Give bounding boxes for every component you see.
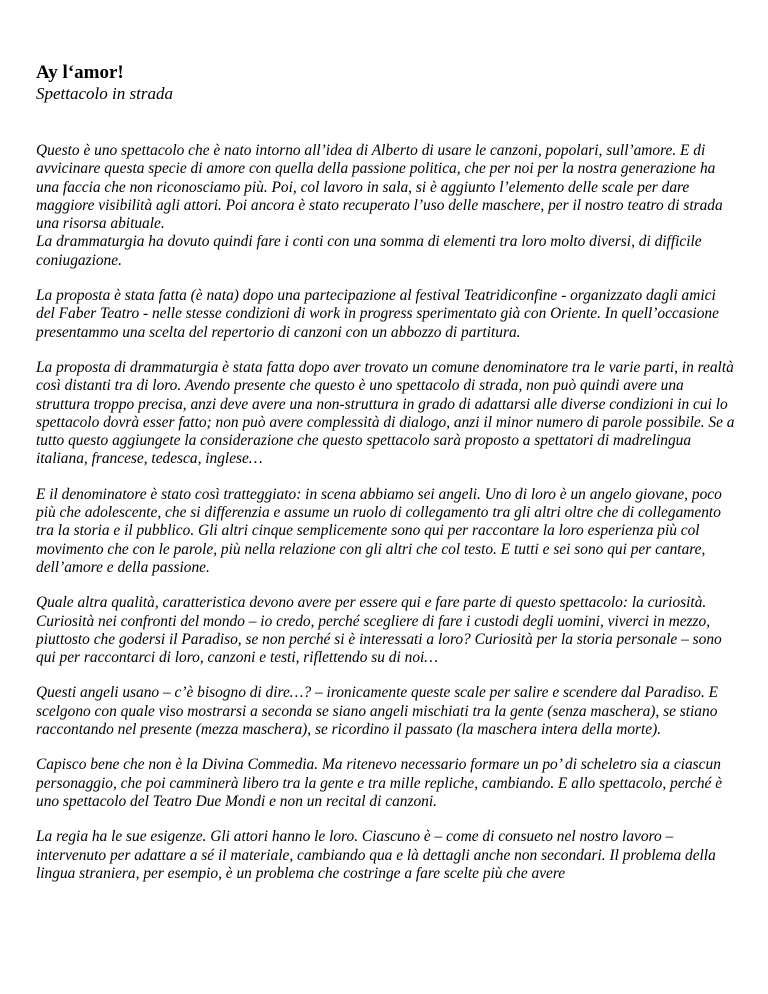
- paragraph-text: Questi angeli usano – c’è bisogno di dire…? – ironicamente queste scale per salire e scendere dal Paradiso. E scelgono con quale viso mostrarsi a seconda se siano angeli mischiati tra la gente (senza maschera), se stiano raccontando nel presente (mezza maschera), se ricordino il passato (la maschera intera della morte).: [36, 684, 719, 739]
- paragraph-text: La proposta è stata fatta (è nata) dopo una partecipazione al festival Teatridiconfine - organizzato dagli amici del Faber Teatro - nelle stesse condizioni di work in progress sperimentato già con Oriente. In quell’occasione presentammo una scelta del repertorio di canzoni con un abbozzo di partitura.: [36, 287, 719, 341]
- paragraph-7: [36, 756, 736, 811]
- paragraph-text: E il denominatore è stato così tratteggiato: in scena abbiamo sei angeli. Uno di loro è un angelo giovane, poco più che adolescente, che si differenzia e assume un ruolo di collegamento tra gli altri oltre che di collegamento tra la storia e il pubblico. Gli altri cinque semplicemente sono qui per raccontare la loro esperienza più col movimento che con le parole, più nella relazione con gli altri che col testo. E tutti e sei sono qui per cantare, dell’amore e della passione.: [36, 485, 722, 576]
- document-title: Ay l‘amor!: [36, 62, 124, 83]
- paragraph-text: La proposta di drammaturgia è stata fatta dopo aver trovato un comune denominatore tra le varie parti, in realtà così distanti tra di loro. Avendo presente che questo è uno spettacolo di strada, non può quindi avere una struttura troppo precisa, anzi deve avere una non-struttura in grado di adattarsi alle diverse condizioni in cui lo spettacolo dovrà esser fatto; non può avere complessità di dialogo, anzi il minor numero di parole possibile. Se a tutto questo aggiungete la considerazione che questo spettacolo sarà proposto a spettatori di madrelingua italiana, francese, tedesca, inglese…: [36, 358, 735, 468]
- paragraph-6: [36, 684, 736, 739]
- paragraph-text: La drammaturgia ha dovuto quindi fare i conti con una somma di elementi tra loro molto diversi, di difficile coniugazione.: [36, 233, 702, 269]
- document-page: [36, 62, 736, 900]
- paragraph-4: [36, 486, 736, 577]
- paragraph-5: [36, 594, 736, 667]
- paragraph-text: Capisco bene che non è la Divina Commedia. Ma ritenevo necessario formare un po’ di scheletro sia a ciascun personaggio, che poi camminerà libero tra la gente e tra mille repliche, cambiando. E allo spettacolo, perché è uno spettacolo del Teatro Due Mondi e non un recital di canzoni.: [36, 756, 723, 810]
- paragraph-2: [36, 287, 736, 342]
- paragraph-3: [36, 359, 736, 469]
- paragraph-text: Questo è uno spettacolo che è nato intorno all’idea di Alberto di usare le canzoni, popolari, sull’amore. E di avvicinare questa specie di amore con quella della passione politica, che per noi per la nostra generazione ha una faccia che non riconosciamo più. Poi, col lavoro in sala, si è aggiunto l’elemento delle scale per dare maggiore visibilità agli attori. Poi ancora è stato recuperato l’uso delle maschere, per il nostro teatro di strada una risorsa abituale.: [36, 142, 723, 233]
- paragraph-8: [36, 828, 736, 883]
- paragraph-1: [36, 142, 736, 270]
- paragraph-text: La regia ha le sue esigenze. Gli attori hanno le loro. Ciascuno è – come di consueto nel nostro lavoro – intervenuto per adattare a sé il materiale, cambiando qua e là dettagli anche non secondari. Il problema della lingua straniera, per esempio, è un problema che costringe a fare scelte più che avere: [36, 828, 716, 882]
- document-subtitle: Spettacolo in strada: [36, 84, 173, 103]
- paragraph-text: Quale altra qualità, caratteristica devono avere per essere qui e fare parte di questo spettacolo: la curiosità. Curiosità nei confronti del mondo – io credo, perché scegliere di fare i custodi degli uomini, viverci in mezzo, piuttosto che godersi il Paradiso, se non perché si è interessati a loro? Curiosità per la storia personale – sono qui per raccontarci di loro, canzoni e testi, riflettendo su di noi…: [36, 594, 722, 667]
